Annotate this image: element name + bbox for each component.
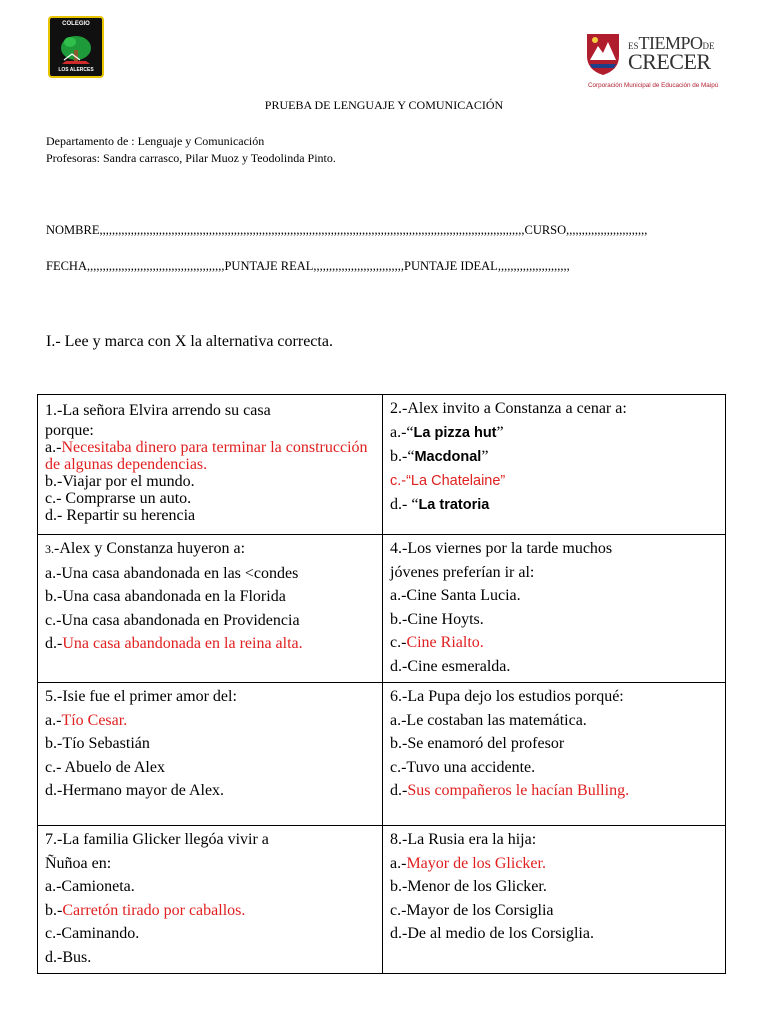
question-4-stem: 4.-Los viernes por la tarde muchos xyxy=(390,540,613,557)
question-2-option-b[interactable]: b.-“Macdonal” xyxy=(390,448,489,465)
question-4-option-d[interactable]: d.-Cine esmeralda. xyxy=(390,657,511,675)
question-6-option-d[interactable]: d.-Sus compañeros le hacían Bulling. xyxy=(390,782,630,799)
question-8-option-c[interactable]: c.-Mayor de los Corsiglia xyxy=(390,901,554,919)
question-1-stem-cont: porque: xyxy=(45,422,94,439)
question-2-stem: 2.-Alex invito a Constanza a cenar a: xyxy=(390,400,627,417)
question-5-option-b[interactable]: b.-Tío Sebastián xyxy=(45,735,150,752)
question-5-option-d[interactable]: d.-Hermano mayor de Alex. xyxy=(45,782,225,799)
question-8-option-b[interactable]: b.-Menor de los Glicker. xyxy=(390,878,547,895)
correct-answer: Cine Rialto. xyxy=(406,634,484,651)
table-row xyxy=(38,683,726,826)
question-4 xyxy=(383,535,726,683)
question-6-option-b[interactable]: b.-Se enamoró del profesor xyxy=(390,735,565,752)
question-1-stem: 1.-La señora Elvira arrendo su casa xyxy=(45,402,271,419)
question-1-option-b[interactable]: b.-Viajar por el mundo. xyxy=(45,473,195,490)
question-3-option-a[interactable]: a.-Una casa abandonada en las <condes xyxy=(45,564,299,582)
question-4-option-a[interactable]: a.-Cine Santa Lucia. xyxy=(390,587,521,604)
mountain-shield-icon xyxy=(584,30,622,76)
question-7-option-a[interactable]: a.-Camioneta. xyxy=(45,878,135,895)
date-score-line[interactable]: FECHA,,,,,,,,,,,,,,,,,,,,,,,,,,,,,,,,,,,,,,,,,,,,PUNTAJE REAL,,,,,,,,,,,,,,,,,,,,,,,,,,,,,PUNTAJE IDEAL,,,,,,,,,,,,,,,,,,,,,,, xyxy=(46,259,570,273)
question-3-option-b[interactable]: b.-Una casa abandonada en la Florida xyxy=(45,588,286,605)
question-1-option-a[interactable]: a.-Necesitaba dinero para terminar la construcción de algunas dependencias. xyxy=(45,439,368,473)
logo-es: ES xyxy=(628,41,639,51)
correct-answer: Una casa abandonada en la reina alta. xyxy=(62,635,303,652)
question-2-option-d[interactable]: d.- “La tratoria xyxy=(390,496,490,513)
question-2-option-a[interactable]: a.-“La pizza hut” xyxy=(390,423,504,441)
question-8-stem: 8.-La Rusia era la hija: xyxy=(390,831,537,848)
corporation-logo xyxy=(584,28,724,94)
question-7 xyxy=(38,826,383,974)
name-course-line[interactable]: NOMBRE,,,,,,,,,,,,,,,,,,,,,,,,,,,,,,,,,,,,,,,,,,,,,,,,,,,,,,,,,,,,,,,,,,,,,,,,,,,,,,,,,,,,,,,,,,,,,,,,,,,,,,,,,,,,,,,,,,,,,,,,,,,,,,,,,,,,,,,,CURSO,,,,,,,,,,,,,,,,,,,,,,,,,, xyxy=(46,223,648,237)
question-8-option-a[interactable]: a.-Mayor de los Glicker. xyxy=(390,854,546,872)
question-3-stem: 3.-Alex y Constanza huyeron a: xyxy=(45,540,246,557)
logo-caption: Corporación Municipal de Educación de Maipú xyxy=(588,82,719,89)
question-7-option-c[interactable]: c.-Caminando. xyxy=(45,925,140,942)
question-4-option-b[interactable]: b.-Cine Hoyts. xyxy=(390,610,484,628)
correct-answer: Sus compañeros le hacían Bulling. xyxy=(407,782,630,799)
table-row xyxy=(38,826,726,974)
question-7-option-b[interactable]: b.-Carretón tirado por caballos. xyxy=(45,901,246,919)
teachers-text: Profesoras: Sandra carrasco, Pilar Muoz y Teodolinda Pinto. xyxy=(46,151,336,165)
table-row xyxy=(38,535,726,683)
question-6-option-c[interactable]: c.-Tuvo una accidente. xyxy=(390,758,536,776)
instruction-text: I.- Lee y marca con X la alternativa correcta. xyxy=(46,333,333,350)
question-8 xyxy=(383,826,726,974)
questions-table xyxy=(37,394,726,974)
question-8-option-d[interactable]: d.-De al medio de los Corsiglia. xyxy=(390,925,594,942)
school-logo-top-text: COLEGIO xyxy=(62,21,90,27)
question-5-stem: 5.-Isie fue el primer amor del: xyxy=(45,688,237,705)
question-2 xyxy=(383,395,726,535)
correct-answer: Mayor de los Glicker. xyxy=(406,854,546,872)
correct-answer: Carretón tirado por caballos. xyxy=(62,901,246,919)
department-text: Departamento de : Lenguaje y Comunicación xyxy=(46,134,265,148)
logo-crecer: CRECER xyxy=(628,49,711,74)
school-logo xyxy=(48,16,104,78)
correct-answer: Tío Cesar. xyxy=(61,711,128,729)
logo-de: DE xyxy=(702,41,715,51)
question-3 xyxy=(38,535,383,683)
page-title: PRUEBA DE LENGUAJE Y COMUNICACIÓN xyxy=(264,98,504,112)
question-4-stem-cont: jóvenes preferían ir al: xyxy=(390,563,535,581)
question-3-option-d[interactable]: d.-Una casa abandonada en la reina alta. xyxy=(45,635,303,652)
question-6-option-a[interactable]: a.-Le costaban las matemática. xyxy=(390,711,587,729)
question-5 xyxy=(38,683,383,826)
question-1 xyxy=(38,395,383,535)
question-6-stem: 6.-La Pupa dejo los estudios porqué: xyxy=(390,688,624,705)
question-6 xyxy=(383,683,726,826)
question-7-option-d[interactable]: d.-Bus. xyxy=(45,948,92,966)
question-2-option-c[interactable]: c.-“La Chatelaine” xyxy=(390,472,506,489)
question-1-option-c[interactable]: c.- Comprarse un auto. xyxy=(45,490,192,507)
question-1-option-d[interactable]: d.- Repartir su herencia xyxy=(45,507,196,524)
question-3-option-c[interactable]: c.-Una casa abandonada en Providencia xyxy=(45,611,300,629)
question-7-stem: 7.-La familia Glicker llegóa vivir a xyxy=(45,831,269,848)
table-row xyxy=(38,395,726,535)
logo-tiempo: TIEMPO xyxy=(638,33,703,53)
logo-wordmark xyxy=(628,34,715,73)
question-5-option-c[interactable]: c.- Abuelo de Alex xyxy=(45,758,165,776)
school-logo-bottom-text: LOS ALERCES xyxy=(58,67,94,73)
correct-answer: Necesitaba dinero para terminar la construcción de algunas dependencias. xyxy=(45,439,368,473)
question-5-option-a[interactable]: a.-Tío Cesar. xyxy=(45,711,128,729)
question-7-stem-cont: Ñuñoa en: xyxy=(45,854,112,872)
question-4-option-c[interactable]: c.-Cine Rialto. xyxy=(390,634,484,651)
